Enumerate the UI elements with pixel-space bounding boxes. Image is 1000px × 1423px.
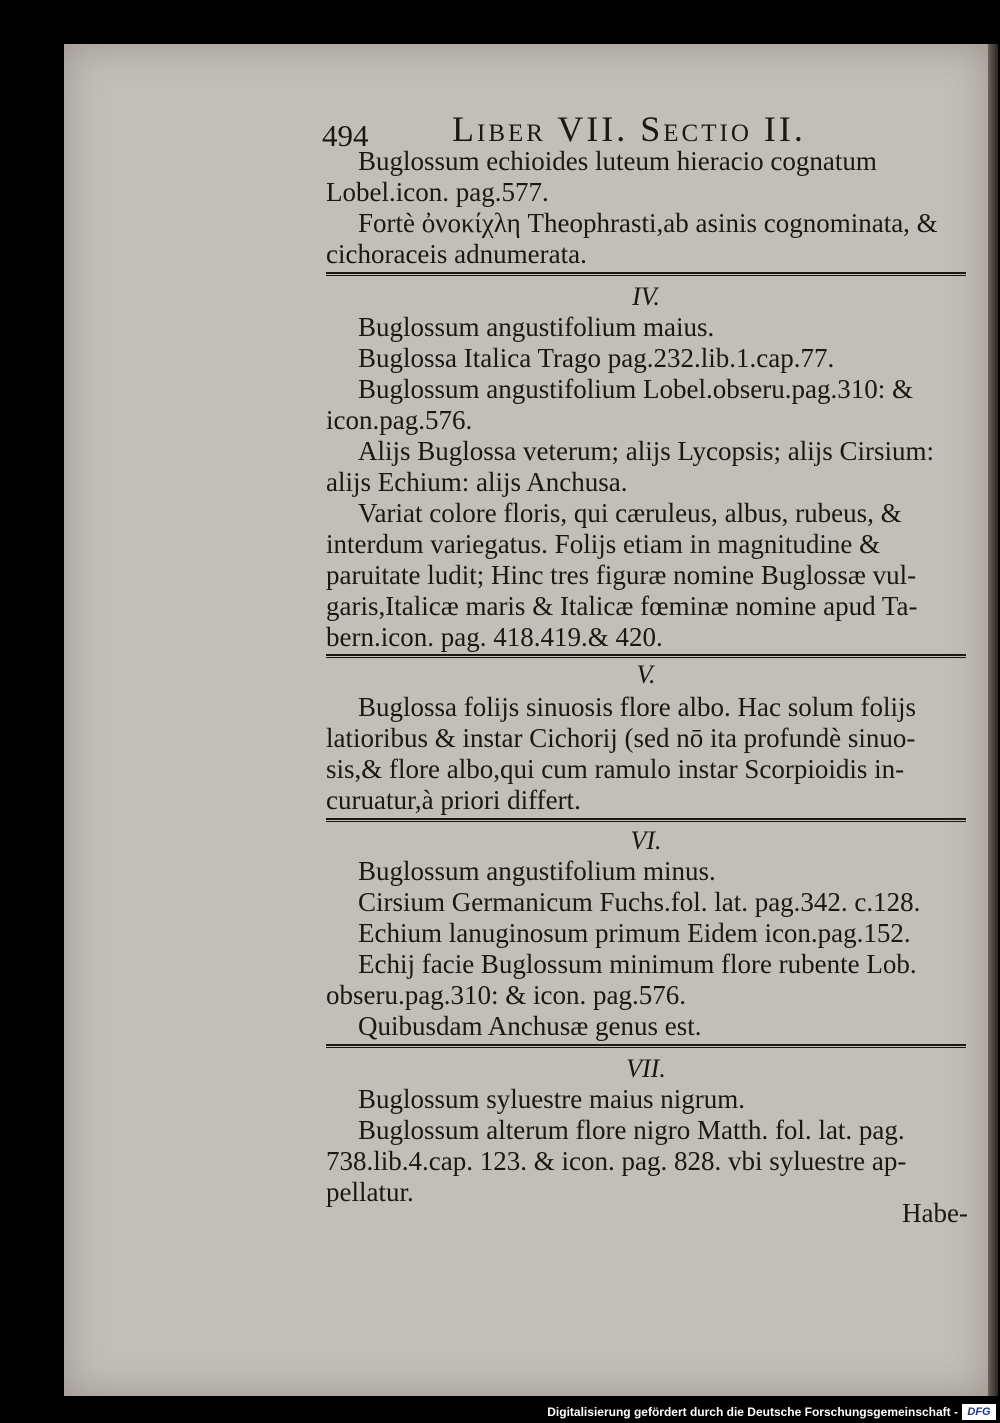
section-heading-iv: IV. [632, 282, 660, 311]
section-vi-body [326, 856, 968, 1042]
text-line: Alijs Buglossa veterum; alijs Lycopsis; alijs Cirsium: [358, 436, 934, 466]
catchword: Habe- [902, 1198, 968, 1228]
text-line: Buglossum syluestre maius nigrum. [358, 1084, 745, 1114]
text-line: 738.lib.4.cap. 123. & icon. pag. 828. vbi syluestre ap- [326, 1146, 907, 1176]
text-line: Quibusdam Anchusæ genus est. [358, 1011, 702, 1041]
section-heading-v: V. [636, 660, 656, 689]
running-head: Liber VII. Sectio II. [452, 109, 806, 149]
section-heading-vii: VII. [626, 1054, 666, 1083]
intro-block [326, 146, 968, 270]
text-line: Buglossa folijs sinuosis flore albo. Hac solum folijs [358, 692, 916, 722]
text-line: Echij facie Buglossum minimum flore rubente Lob. [358, 949, 917, 979]
text-line: obseru.pag.310: & icon. pag.576. [326, 980, 686, 1010]
text-line: cichoraceis adnumerata. [326, 239, 587, 269]
footer-credit: Digitalisierung gefördert durch die Deutsche Forschungsgemeinschaft - [547, 1405, 958, 1419]
text-line: paruitate ludit; Hinc tres figuræ nomine Buglossæ vul- [326, 560, 917, 590]
text-line: Echium lanuginosum primum Eidem icon.pag.152. [358, 918, 911, 948]
text-line: bern.icon. pag. 418.419.& 420. [326, 622, 663, 652]
section-rule [326, 272, 966, 276]
text-line: Buglossum angustifolium maius. [358, 312, 715, 342]
footer-bar [0, 1402, 1000, 1423]
text-line: Buglossum angustifolium Lobel.obseru.pag.310: & [358, 374, 913, 404]
section-iv-body [326, 312, 968, 653]
text-line: Fortè ὀνοκίχλη Theophrasti,ab asinis cognominata, & [358, 208, 938, 238]
text-line: Buglossum alterum flore nigro Matth. fol. lat. pag. [358, 1115, 905, 1145]
text-line: pellatur. [326, 1177, 414, 1207]
text-line: Variat colore floris, qui cæruleus, albus, rubeus, & [358, 498, 902, 528]
text-line: alijs Echium: alijs Anchusa. [326, 467, 628, 497]
text-line: curuatur,à priori differt. [326, 785, 581, 815]
section-rule [326, 654, 966, 658]
section-rule [326, 818, 966, 822]
page-header [322, 108, 972, 153]
text-line: icon.pag.576. [326, 405, 473, 435]
text-line: Lobel.icon. pag.577. [326, 177, 549, 207]
section-vii-body [326, 1084, 968, 1208]
page-number: 494 [322, 118, 369, 153]
section-heading-vi: VI. [630, 826, 662, 855]
text-line: Cirsium Germanicum Fuchs.fol. lat. pag.342. c.128. [358, 887, 921, 917]
dfg-logo: DFG [962, 1404, 996, 1420]
text-line: Buglossum angustifolium minus. [358, 856, 716, 886]
text-line: sis,& flore albo,qui cum ramulo instar Scorpioidis in- [326, 754, 905, 784]
text-line: interdum variegatus. Folijs etiam in magnitudine & [326, 529, 881, 559]
section-rule [326, 1044, 966, 1048]
text-line: garis,Italicæ maris & Italicæ fœminæ nomine apud Ta- [326, 591, 918, 621]
page-edge [988, 44, 998, 1396]
section-v-body [326, 692, 968, 816]
text-line: Buglossum echioides luteum hieracio cognatum [358, 146, 877, 176]
text-line: latioribus & instar Cichorij (sed nō ita profundè sinuo- [326, 723, 916, 753]
text-line: Buglossa Italica Trago pag.232.lib.1.cap.77. [358, 343, 835, 373]
